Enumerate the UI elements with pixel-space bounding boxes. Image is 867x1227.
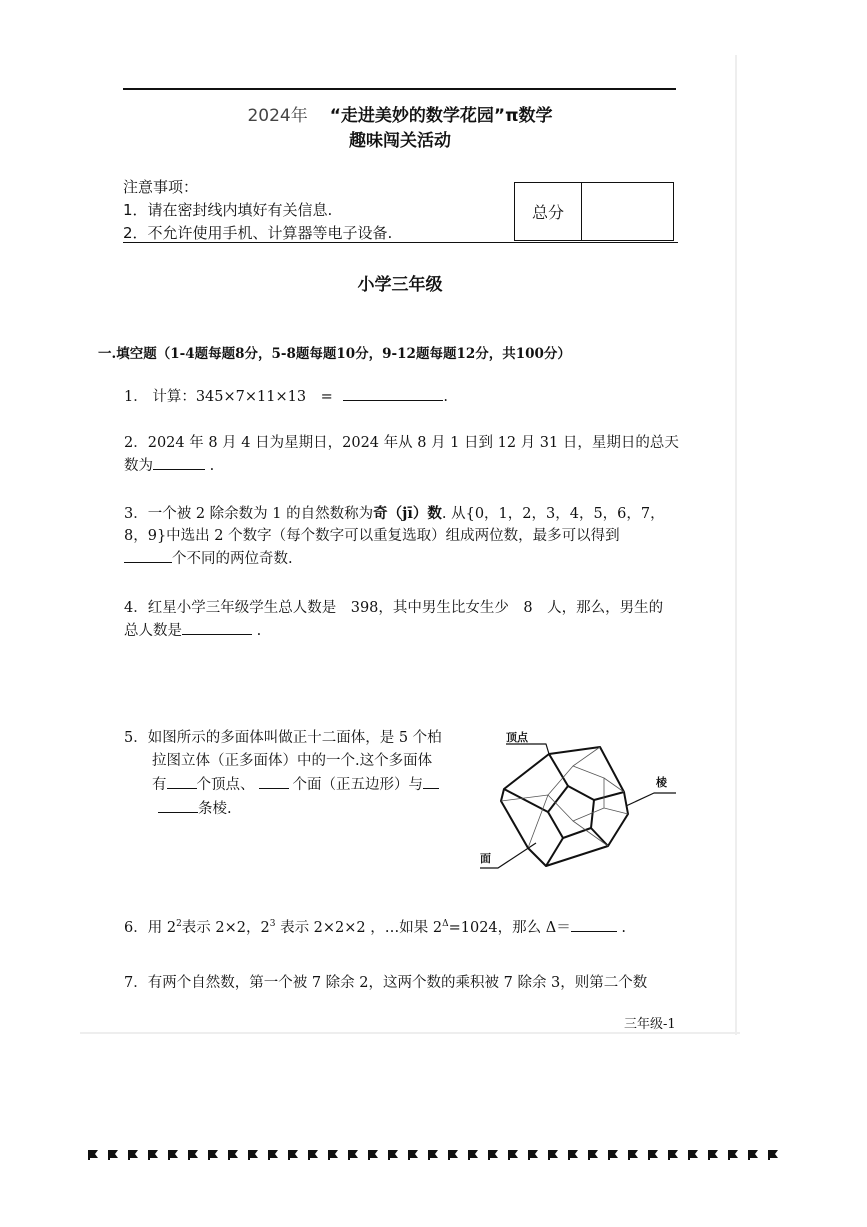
q7-line1: 7．有两个自然数，第一个被 7 除余 2，这两个数的乘积被 7 除余 3，则第二个数 [124, 975, 648, 991]
q4-end: . [252, 623, 262, 639]
q4-answer-blank[interactable] [182, 619, 252, 635]
seal-marker [248, 1150, 258, 1160]
seal-marker [128, 1150, 138, 1160]
q6-sup-b: 3 [269, 919, 276, 929]
page-number: 三年级-1 [624, 1017, 676, 1032]
seal-marker [748, 1150, 758, 1160]
q5-edges-blank-b[interactable] [158, 797, 198, 813]
q5-line3b: 个顶点、 [196, 777, 255, 793]
top-rule [123, 88, 676, 90]
seal-marker [288, 1150, 298, 1160]
q5-line1: 5．如图所示的多面体叫做正十二面体，是 5 个柏 [124, 730, 442, 746]
seal-marker [508, 1150, 518, 1160]
q1-answer-blank[interactable] [343, 385, 443, 401]
seal-marker [548, 1150, 558, 1160]
seal-marker [408, 1150, 418, 1160]
q2-line2: 数为 [124, 458, 153, 474]
question-7 [124, 972, 679, 994]
dodecahedron-figure [476, 728, 696, 878]
seal-marker [468, 1150, 478, 1160]
seal-marker [388, 1150, 398, 1160]
q6-answer-blank[interactable] [571, 916, 617, 932]
seal-marker [628, 1150, 638, 1160]
q3-answer-blank[interactable] [124, 547, 172, 563]
q5-line2: 拉图立体（正多面体）中的一个.这个多面体 [152, 753, 433, 769]
q6-end: . [616, 919, 626, 936]
seal-marker [528, 1150, 538, 1160]
q2-answer-blank[interactable] [153, 454, 205, 470]
total-score-box [514, 182, 674, 241]
question-6 [124, 913, 679, 939]
seal-marker [208, 1150, 218, 1160]
page-title [0, 101, 800, 126]
seal-marker [708, 1150, 718, 1160]
page-subtitle: 趣味闯关活动 [349, 131, 451, 151]
section-title: 一.填空题（1-4题每题8分，5-8题每题10分，9-12题每题12分，共100分） [98, 346, 571, 362]
seal-marker [308, 1150, 318, 1160]
total-score-label: 总分 [515, 183, 582, 240]
notice-item-2: 2．不允许使用手机、计算器等电子设备. [123, 224, 393, 242]
q3-term: 奇（jī）数 [373, 505, 442, 522]
question-5 [124, 727, 464, 821]
q2-line1: 2．2024 年 8 月 4 日为星期日，2024 年从 8 月 1 日到 12 月 31 日，星期日的总天 [124, 435, 679, 451]
seal-marker [348, 1150, 358, 1160]
seal-marker [568, 1150, 578, 1160]
seal-marker [648, 1150, 658, 1160]
q6-sup-a: 2 [176, 919, 182, 929]
question-4 [124, 597, 679, 642]
seal-marker [88, 1150, 98, 1160]
scan-edge-right [735, 55, 737, 1035]
q3-line1b: . 从{0，1，2，3，4，5，6，7， [441, 506, 665, 522]
seal-marker [448, 1150, 458, 1160]
edge-leader [626, 793, 676, 806]
q5-edges-blank-a[interactable] [423, 773, 439, 789]
outer-outline [501, 747, 628, 866]
seal-marker [108, 1150, 118, 1160]
seal-marker [728, 1150, 738, 1160]
seal-marker [328, 1150, 338, 1160]
question-2 [124, 432, 679, 477]
seal-marker [188, 1150, 198, 1160]
q3-line2: 8，9}中选出 2 个数字（每个数字可以重复选取）组成两位数，最多可以得到 [124, 528, 620, 544]
q6-part-c: 表示 2×2×2 ，…如果 2 [275, 919, 443, 936]
label-vertex: 顶点 [506, 731, 528, 744]
seal-marker [488, 1150, 498, 1160]
seal-marker [688, 1150, 698, 1160]
q2-end: . [205, 458, 215, 474]
q5-line3a: 有 [152, 777, 167, 793]
question-3 [124, 503, 679, 570]
q5-line4: 条棱. [198, 801, 232, 817]
seal-marker [588, 1150, 598, 1160]
q3-line1a: 3．一个被 2 除余数为 1 的自然数称为 [124, 506, 374, 522]
notice-item-1: 1．请在密封线内填好有关信息. [123, 201, 333, 219]
question-1 [124, 385, 679, 408]
seal-marker [168, 1150, 178, 1160]
label-edge: 棱 [656, 776, 667, 789]
q6-part-a: 6．用 2 [124, 919, 177, 936]
seal-marker [608, 1150, 618, 1160]
front-face [548, 786, 594, 838]
q6-sup-c: Δ [442, 919, 449, 929]
q6-part-d: =1024，那么 Δ＝ [448, 919, 571, 936]
q4-line1: 4．红星小学三年级学生总人数是 398，其中男生比女生少 8 人，那么，男生的 [124, 600, 664, 616]
q4-line2: 总人数是 [124, 623, 182, 639]
seal-marker [268, 1150, 278, 1160]
scan-edge-bottom [80, 1032, 740, 1034]
q3-line3: 个不同的两位奇数. [172, 551, 293, 567]
title-year: 2024年 [247, 106, 308, 126]
vertex-leader [506, 744, 549, 754]
notice-heading: 注意事项： [123, 178, 199, 196]
seal-marker [368, 1150, 378, 1160]
q5-faces-blank[interactable] [259, 773, 289, 789]
grade-heading: 小学三年级 [357, 275, 443, 295]
seal-marker [668, 1150, 678, 1160]
q1-end: . [443, 389, 448, 405]
q6-part-b: 表示 2×2，2 [181, 919, 270, 936]
seal-marker [148, 1150, 158, 1160]
q5-vertices-blank[interactable] [167, 773, 197, 789]
seal-marker [768, 1150, 778, 1160]
q1-text: 1． 计算：345×7×11×13 = [124, 389, 333, 405]
notice-underline [123, 242, 678, 243]
q5-line3c: 个面（正五边形）与 [292, 777, 423, 793]
label-face: 面 [480, 852, 491, 865]
title-text: “走进美妙的数学花园”π数学 [329, 106, 553, 126]
seal-marker [428, 1150, 438, 1160]
total-score-field[interactable] [582, 183, 673, 240]
seal-fold-line [88, 1149, 788, 1161]
seal-marker [228, 1150, 238, 1160]
